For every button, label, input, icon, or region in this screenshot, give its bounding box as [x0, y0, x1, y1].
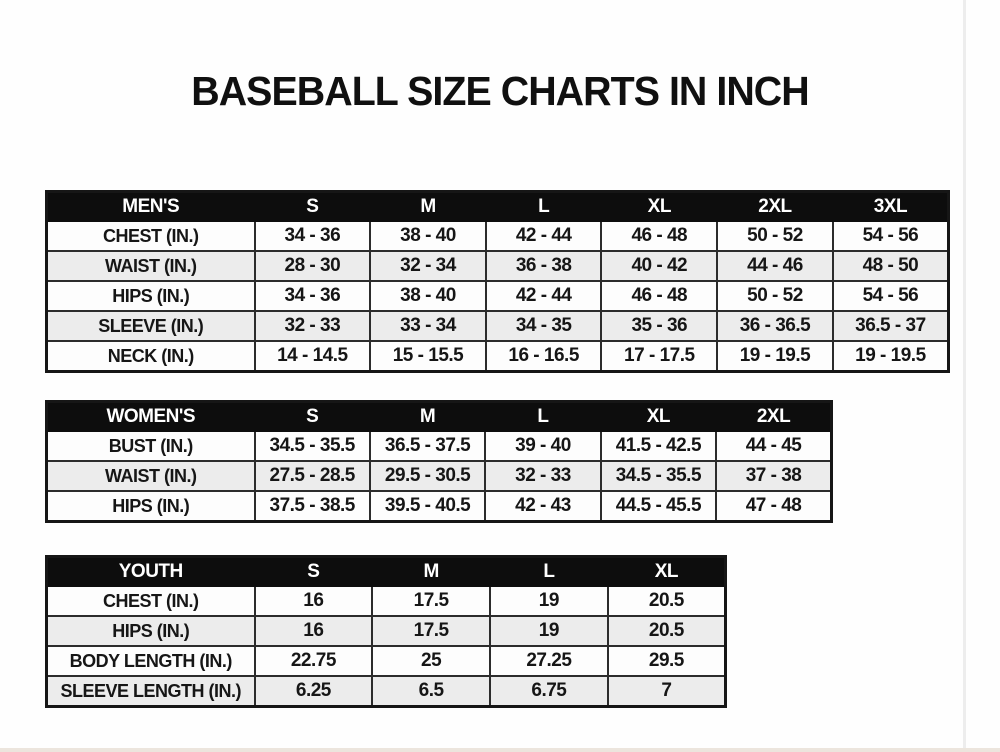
measure-label-cell: HIPS (IN.): [47, 616, 255, 646]
size-value-cell: 16: [255, 586, 373, 616]
mens-size-table: [45, 190, 950, 373]
table-row: [47, 311, 949, 341]
size-header-cell: S: [255, 402, 370, 432]
size-header-cell: XL: [601, 402, 716, 432]
measure-label-cell: HIPS (IN.): [47, 491, 255, 522]
size-value-cell: 35 - 36: [601, 311, 717, 341]
size-value-cell: 37 - 38: [716, 461, 831, 491]
size-value-cell: 19: [490, 616, 608, 646]
size-value-cell: 50 - 52: [717, 281, 833, 311]
size-value-cell: 36 - 38: [486, 251, 602, 281]
mens-header-row: [47, 192, 949, 222]
size-value-cell: 48 - 50: [833, 251, 949, 281]
size-value-cell: 54 - 56: [833, 281, 949, 311]
table-row: [47, 646, 726, 676]
size-value-cell: 32 - 33: [485, 461, 600, 491]
measure-label-cell: SLEEVE (IN.): [47, 311, 255, 341]
size-header-cell: XL: [601, 192, 717, 222]
size-value-cell: 17.5: [372, 586, 490, 616]
size-value-cell: 16: [255, 616, 373, 646]
size-header-cell: XL: [608, 557, 726, 587]
size-value-cell: 20.5: [608, 616, 726, 646]
size-value-cell: 19: [490, 586, 608, 616]
size-value-cell: 29.5: [608, 646, 726, 676]
size-header-cell: 2XL: [716, 402, 831, 432]
measure-label-cell: BODY LENGTH (IN.): [47, 646, 255, 676]
size-value-cell: 19 - 19.5: [717, 341, 833, 372]
size-value-cell: 36.5 - 37: [833, 311, 949, 341]
measure-label-cell: CHEST (IN.): [47, 586, 255, 616]
size-value-cell: 44.5 - 45.5: [601, 491, 716, 522]
size-value-cell: 6.25: [255, 676, 373, 707]
size-header-cell: L: [485, 402, 600, 432]
table-row: [47, 221, 949, 251]
size-value-cell: 16 - 16.5: [486, 341, 602, 372]
measure-label-cell: HIPS (IN.): [47, 281, 255, 311]
womens-header-row: [47, 402, 832, 432]
size-value-cell: 46 - 48: [601, 221, 717, 251]
size-header-cell: L: [486, 192, 602, 222]
measure-label-cell: WAIST (IN.): [47, 251, 255, 281]
page-title: BASEBALL SIZE CHARTS IN INCH: [191, 68, 809, 114]
measure-label-cell: SLEEVE LENGTH (IN.): [47, 676, 255, 707]
size-value-cell: 27.25: [490, 646, 608, 676]
size-value-cell: 44 - 45: [716, 431, 831, 461]
table-row: [47, 616, 726, 646]
size-value-cell: 42 - 43: [485, 491, 600, 522]
size-value-cell: 37.5 - 38.5: [255, 491, 370, 522]
size-value-cell: 42 - 44: [486, 281, 602, 311]
size-value-cell: 34.5 - 35.5: [601, 461, 716, 491]
measure-label-cell: NECK (IN.): [47, 341, 255, 372]
size-value-cell: 33 - 34: [370, 311, 486, 341]
size-value-cell: 32 - 34: [370, 251, 486, 281]
size-value-cell: 34 - 36: [255, 221, 371, 251]
table-row: [47, 341, 949, 372]
size-value-cell: 38 - 40: [370, 221, 486, 251]
measure-label-cell: WAIST (IN.): [47, 461, 255, 491]
measure-label-cell: CHEST (IN.): [47, 221, 255, 251]
size-header-cell: 2XL: [717, 192, 833, 222]
size-value-cell: 22.75: [255, 646, 373, 676]
size-value-cell: 15 - 15.5: [370, 341, 486, 372]
size-value-cell: 50 - 52: [717, 221, 833, 251]
womens-size-table: [45, 400, 833, 523]
scan-artifact-bottom-edge: [0, 748, 1000, 752]
size-value-cell: 36.5 - 37.5: [370, 431, 485, 461]
size-value-cell: 29.5 - 30.5: [370, 461, 485, 491]
size-value-cell: 36 - 36.5: [717, 311, 833, 341]
size-header-cell: M: [372, 557, 490, 587]
size-value-cell: 6.75: [490, 676, 608, 707]
size-header-cell: M: [370, 192, 486, 222]
size-value-cell: 42 - 44: [486, 221, 602, 251]
size-value-cell: 38 - 40: [370, 281, 486, 311]
size-value-cell: 14 - 14.5: [255, 341, 371, 372]
table-row: [47, 491, 832, 522]
size-value-cell: 17 - 17.5: [601, 341, 717, 372]
size-header-cell: 3XL: [833, 192, 949, 222]
table-row: [47, 251, 949, 281]
size-value-cell: 6.5: [372, 676, 490, 707]
size-value-cell: 44 - 46: [717, 251, 833, 281]
youth-header-row: [47, 557, 726, 587]
size-value-cell: 34 - 35: [486, 311, 602, 341]
size-value-cell: 32 - 33: [255, 311, 371, 341]
size-value-cell: 7: [608, 676, 726, 707]
size-value-cell: 46 - 48: [601, 281, 717, 311]
size-value-cell: 54 - 56: [833, 221, 949, 251]
table-row: [47, 281, 949, 311]
size-value-cell: 39 - 40: [485, 431, 600, 461]
womens-table-title-cell: WOMEN'S: [47, 402, 255, 432]
size-value-cell: 25: [372, 646, 490, 676]
youth-size-table: [45, 555, 727, 708]
size-header-cell: M: [370, 402, 485, 432]
size-value-cell: 20.5: [608, 586, 726, 616]
table-row: [47, 676, 726, 707]
mens-table-title-cell: MEN'S: [47, 192, 255, 222]
size-value-cell: 34.5 - 35.5: [255, 431, 370, 461]
size-value-cell: 28 - 30: [255, 251, 371, 281]
size-header-cell: S: [255, 557, 373, 587]
size-value-cell: 19 - 19.5: [833, 341, 949, 372]
size-value-cell: 34 - 36: [255, 281, 371, 311]
size-value-cell: 17.5: [372, 616, 490, 646]
table-row: [47, 586, 726, 616]
size-value-cell: 41.5 - 42.5: [601, 431, 716, 461]
measure-label-cell: BUST (IN.): [47, 431, 255, 461]
youth-table-title-cell: YOUTH: [47, 557, 255, 587]
size-header-cell: L: [490, 557, 608, 587]
table-row: [47, 431, 832, 461]
size-value-cell: 27.5 - 28.5: [255, 461, 370, 491]
size-value-cell: 39.5 - 40.5: [370, 491, 485, 522]
size-header-cell: S: [255, 192, 371, 222]
size-value-cell: 40 - 42: [601, 251, 717, 281]
size-value-cell: 47 - 48: [716, 491, 831, 522]
table-row: [47, 461, 832, 491]
